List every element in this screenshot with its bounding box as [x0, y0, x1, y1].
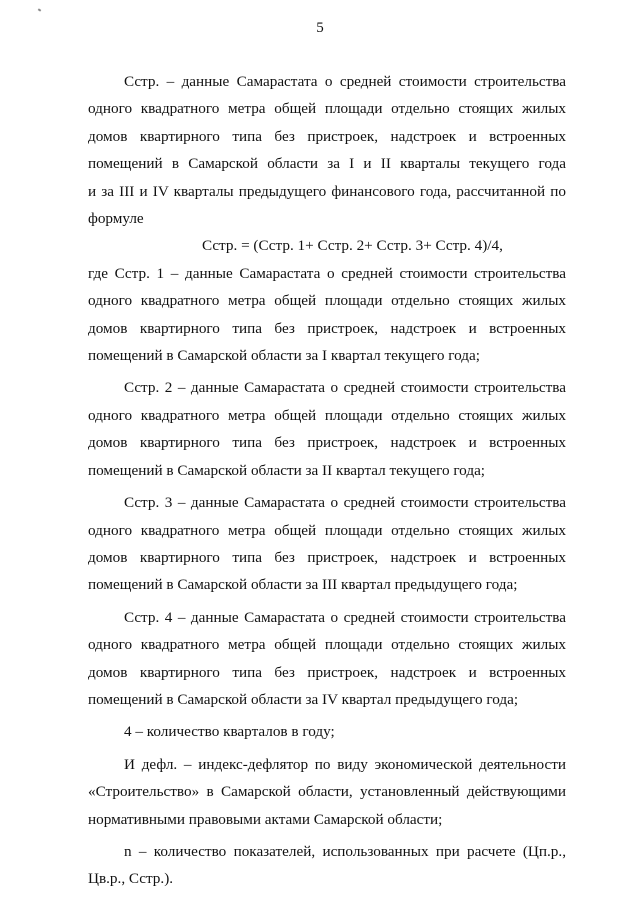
text-line: 4 – количество кварталов в году; — [124, 723, 335, 741]
text-line: Цв.р., Сстр.). — [88, 870, 174, 888]
document-body — [88, 68, 566, 893]
text-line: одного квадратного метра общей площади отдельно стоящих жилых — [88, 406, 566, 424]
text-line: домов квартирного типа без пристроек, надстроек и встроенных — [88, 319, 566, 337]
text-line: помещений в Самарской области за I квартал текущего года; — [88, 347, 480, 365]
paragraph-sstr2-def — [88, 374, 566, 484]
text-line: И дефл. – индекс-дефлятор по виду экономической деятельности — [124, 755, 566, 773]
text-line: домов квартирного типа без пристроек, надстроек и встроенных — [88, 548, 566, 566]
text-line: Сстр. 3 – данные Самарастата о средней стоимости строительства — [124, 494, 566, 512]
text-line: помещений в Самарской области за III квартал предыдущего года; — [88, 576, 518, 594]
text-line: одного квадратного метра общей площади отдельно стоящих жилых — [88, 292, 566, 310]
paragraph-deflator-def — [88, 751, 566, 833]
text-line: Сстр. 4 – данные Самарастата о средней стоимости строительства — [124, 608, 566, 626]
paragraph-sstr4-def — [88, 604, 566, 714]
text-line: одного квадратного метра общей площади отдельно стоящих жилых — [88, 521, 566, 539]
paragraph-quarters-def — [88, 718, 566, 745]
paragraph-sstr3-def — [88, 489, 566, 599]
paragraph-sstr1-def — [88, 260, 566, 370]
paragraph-n-def — [88, 838, 566, 893]
text-line: домов квартирного типа без пристроек, надстроек и встроенных — [88, 663, 566, 681]
text-line: n – количество показателей, использованных при расчете (Цп.р., — [124, 842, 566, 860]
text-line: домов квартирного типа без пристроек, надстроек и встроенных — [88, 127, 566, 145]
text-line: помещений в Самарской области за I и II кварталы текущего года — [88, 155, 566, 173]
text-line: Сстр. – данные Самарастата о средней стоимости строительства — [124, 73, 566, 90]
text-line: формуле — [88, 210, 144, 228]
text-line: где Сстр. 1 – данные Самарастата о средней стоимости строительства — [88, 264, 566, 282]
text-line: и за III и IV кварталы предыдущего финансового года, рассчитанной по — [88, 182, 566, 200]
scan-speck — [38, 8, 42, 11]
text-line: домов квартирного типа без пристроек, надстроек и встроенных — [88, 434, 566, 452]
paragraph-sstr-def — [88, 68, 566, 232]
text-line: помещений в Самарской области за II квартал текущего года; — [88, 461, 486, 479]
page-number: 5 — [316, 20, 324, 36]
text-line: нормативными правовыми актами Самарской области; — [88, 810, 443, 828]
text-line: помещений в Самарской области за IV квартал предыдущего года; — [88, 690, 519, 708]
text-line: Сстр. = (Сстр. 1+ Сстр. 2+ Сстр. 3+ Сстр. 4)/4, — [202, 237, 503, 255]
text-line: Сстр. 2 – данные Самарастата о средней стоимости строительства — [124, 379, 566, 397]
text-line: одного квадратного метра общей площади отдельно стоящих жилых — [88, 636, 566, 654]
text-line: одного квадратного метра общей площади отдельно стоящих жилых — [88, 100, 566, 118]
text-line: «Строительство» в Самарской области, установленный действующими — [88, 783, 566, 801]
paragraph-formula — [88, 232, 566, 259]
